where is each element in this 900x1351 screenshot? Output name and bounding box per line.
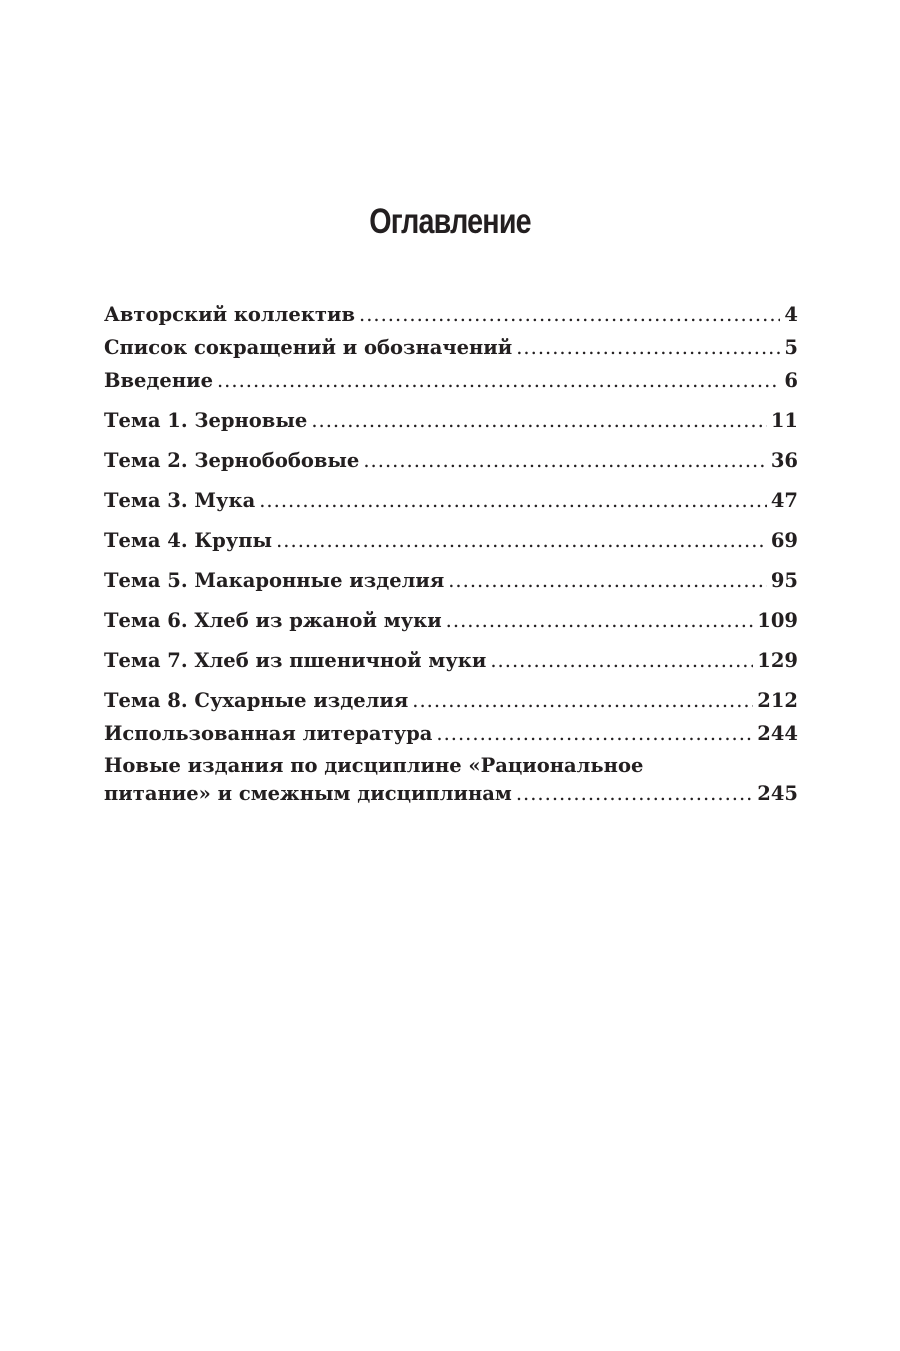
- toc-entry[interactable]: [104, 564, 798, 597]
- toc-leader-dots: [490, 644, 753, 677]
- toc-entry-multiline[interactable]: [104, 752, 798, 808]
- toc-entry-page: 245: [757, 782, 798, 805]
- toc-entry-label-line2: питание» и смежным дисциплинам: [104, 782, 512, 805]
- toc-entry-label: Тема 5. Макаронные изделия: [104, 569, 445, 592]
- toc-leader-dots: [516, 780, 753, 808]
- toc-entry-label: Тема 1. Зерновые: [104, 409, 308, 432]
- toc-entry-label: Тема 8. Сухарные изделия: [104, 689, 409, 712]
- toc-entry[interactable]: [104, 644, 798, 677]
- table-of-contents: [104, 298, 798, 808]
- toc-entry[interactable]: [104, 684, 798, 717]
- toc-entry-label: Авторский коллектив: [104, 303, 355, 326]
- toc-entry-label: Тема 6. Хлеб из ржаной муки: [104, 609, 442, 632]
- toc-entry-page: 11: [770, 409, 798, 432]
- toc-entry[interactable]: [104, 364, 798, 397]
- toc-entry-page: 47: [770, 489, 798, 512]
- toc-leader-dots: [359, 298, 780, 331]
- toc-entry[interactable]: [104, 484, 798, 517]
- toc-leader-dots: [276, 524, 767, 557]
- toc-entry-page: 95: [770, 569, 798, 592]
- toc-leader-dots: [448, 564, 767, 597]
- toc-entry[interactable]: [104, 524, 798, 557]
- toc-leader-dots: [311, 404, 767, 437]
- toc-entry[interactable]: [104, 331, 798, 364]
- toc-leader-dots: [363, 444, 767, 477]
- toc-leader-dots: [516, 331, 780, 364]
- toc-entry-label: Тема 4. Крупы: [104, 529, 273, 552]
- toc-entry-page: 244: [757, 722, 798, 745]
- toc-leader-dots: [436, 717, 753, 750]
- toc-entry-page: 129: [757, 649, 798, 672]
- toc-entry-label: Тема 7. Хлеб из пшеничной муки: [104, 649, 487, 672]
- page-title: Оглавление: [369, 202, 531, 241]
- toc-entry-line2: [104, 780, 798, 808]
- toc-entry-label-line1: Новые издания по дисциплине «Рациональное: [104, 754, 644, 777]
- toc-entry[interactable]: [104, 604, 798, 637]
- toc-entry[interactable]: [104, 298, 798, 331]
- toc-entry-label: Тема 2. Зернобобовые: [104, 449, 360, 472]
- toc-leader-dots: [259, 484, 767, 517]
- toc-entry[interactable]: [104, 404, 798, 437]
- toc-entry-page: 5: [784, 336, 798, 359]
- toc-entry-label: Тема 3. Мука: [104, 489, 256, 512]
- toc-entry-page: 69: [770, 529, 798, 552]
- toc-entry-page: 6: [784, 369, 798, 392]
- toc-leader-dots: [412, 684, 753, 717]
- toc-leader-dots: [217, 364, 780, 397]
- toc-entry-label: Введение: [104, 369, 213, 392]
- toc-entry-page: 109: [757, 609, 798, 632]
- toc-entry[interactable]: [104, 444, 798, 477]
- toc-leader-dots: [446, 604, 754, 637]
- toc-entry[interactable]: [104, 717, 798, 750]
- toc-entry-page: 36: [770, 449, 798, 472]
- toc-entry-label: Список сокращений и обозначений: [104, 336, 513, 359]
- toc-entry-label: Использованная литература: [104, 722, 433, 745]
- toc-entry-page: 4: [784, 303, 798, 326]
- toc-entry-page: 212: [757, 689, 798, 712]
